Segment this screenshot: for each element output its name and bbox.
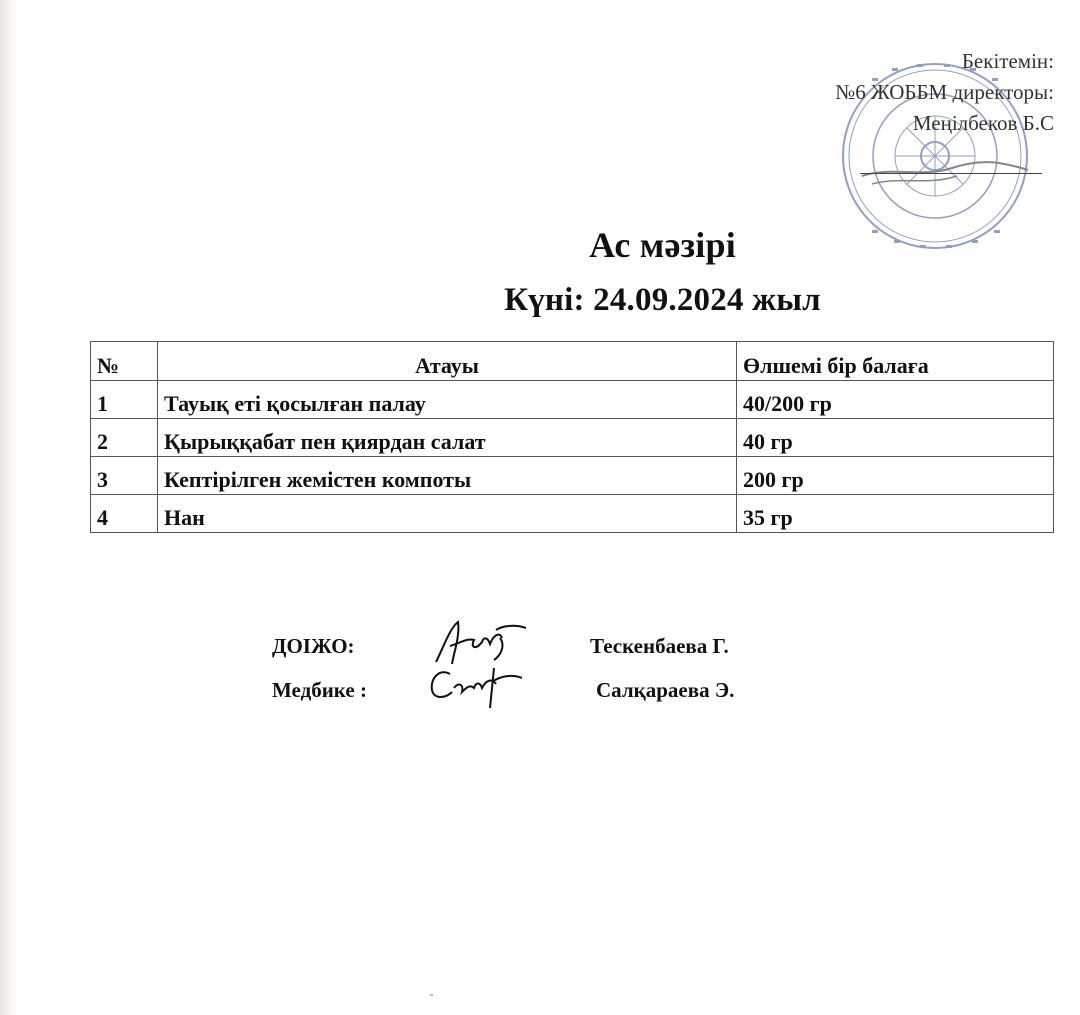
paper-speck <box>430 994 433 996</box>
row-portion: 200 гр <box>737 457 1054 495</box>
table-row <box>91 495 1054 533</box>
table-row <box>91 381 1054 419</box>
table-row <box>91 419 1054 457</box>
paper-shadow-edge <box>0 0 18 1015</box>
row-number: 2 <box>91 419 158 457</box>
row-portion: 40/200 гр <box>737 381 1054 419</box>
nurse-handwritten-signature <box>420 658 532 714</box>
approval-position: №6 ЖОББМ директоры: <box>835 80 1054 104</box>
row-number: 3 <box>91 457 158 495</box>
header-number: № <box>91 342 158 381</box>
header-portion: Өлшемі бір балаға <box>737 342 1054 381</box>
row-number: 1 <box>91 381 158 419</box>
document-title: Ас мәзірі <box>589 225 736 265</box>
table-header-row <box>91 342 1054 381</box>
deputy-name: Тескенбаева Г. <box>590 634 729 658</box>
table-row <box>91 457 1054 495</box>
row-dish-name: Нан <box>158 495 737 533</box>
row-number: 4 <box>91 495 158 533</box>
approval-heading: Бекітемін: <box>961 49 1054 73</box>
director-signature-line <box>860 173 1042 174</box>
nurse-name: Салқараева Э. <box>596 678 735 702</box>
nurse-role-label: Медбике : <box>272 678 367 702</box>
deputy-role-label: ДОІЖО: <box>272 634 355 658</box>
row-dish-name: Тауық еті қосылған палау <box>158 381 737 419</box>
menu-table <box>90 341 1054 533</box>
row-dish-name: Кептірілген жемістен компоты <box>158 457 737 495</box>
row-dish-name: Қырыққабат пен қиярдан салат <box>158 419 737 457</box>
header-name: Атауы <box>158 342 737 381</box>
approval-director-name: Меңілбеков Б.С <box>912 111 1054 135</box>
row-portion: 40 гр <box>737 419 1054 457</box>
approval-block <box>835 46 1054 139</box>
document-date: Күні: 24.09.2024 жыл <box>504 282 821 318</box>
row-portion: 35 гр <box>737 495 1054 533</box>
